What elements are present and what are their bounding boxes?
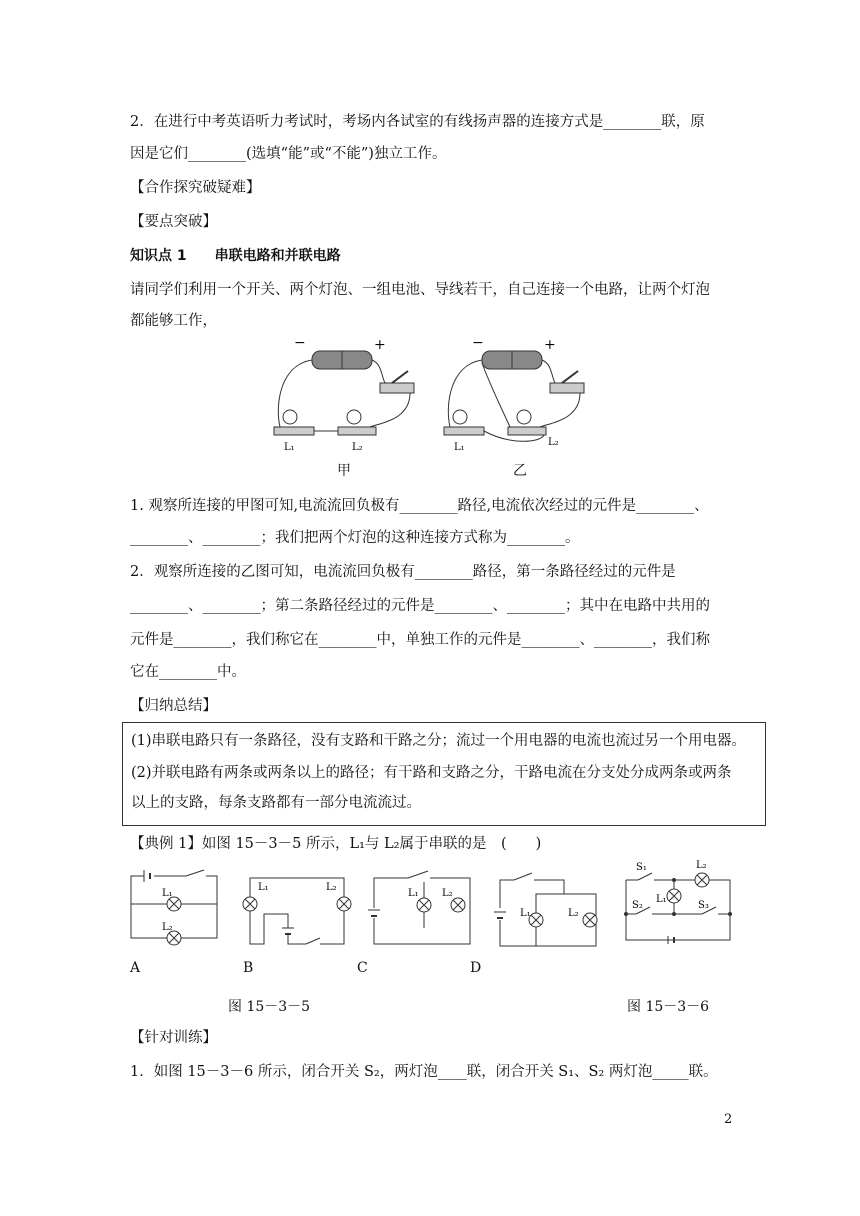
label-s3: S₃ — [698, 900, 709, 911]
minus-label: − — [294, 335, 306, 351]
option-label-d: D — [470, 960, 482, 976]
label-l2: L₂ — [442, 888, 453, 899]
circuit-figure-15-3-6 — [618, 858, 738, 950]
wire — [540, 393, 580, 427]
observation-2-line4: 它在________中。 — [130, 664, 246, 680]
label-l2: L₂ — [568, 908, 579, 919]
question-2-line2: 因是它们________(选填“能”或“不能”)独立工作。 — [130, 146, 447, 162]
bulb-icon — [453, 410, 467, 424]
lamp-base-l2 — [508, 427, 546, 435]
summary-point-2-line2: 以上的支路，每条支路都有一部分电流流过。 — [131, 795, 421, 811]
circuit-figure-yi — [440, 335, 590, 455]
page-number: 2 — [724, 1112, 733, 1127]
option-label-c: C — [357, 960, 368, 976]
lamp-label-l2: L₂ — [352, 442, 363, 453]
option-label-a: A — [130, 960, 141, 976]
switch-icon — [550, 383, 584, 393]
option-label-b: B — [243, 960, 254, 976]
section-heading-key: 【要点突破】 — [130, 214, 217, 230]
question-2-line1: 2．在进行中考英语听力考试时，考场内各试室的有线扬声器的连接方式是________联，原 — [130, 114, 705, 130]
lamp-base-l2 — [338, 427, 376, 435]
observation-2-line1: 2．观察所连接的乙图可知，电流流回负极有________路径，第一条路径经过的元件是 — [130, 564, 676, 580]
lamp-base-l1 — [444, 427, 484, 435]
lamp-label-l2: L₂ — [548, 437, 559, 448]
section-heading-summary: 【归纳总结】 — [130, 698, 217, 714]
observation-1-line1: 1. 观察所连接的甲图可知,电流流回负极有________路径,电流依次经过的元件是________、 — [130, 498, 709, 514]
label-l1: L₁ — [520, 908, 531, 919]
plus-label: + — [374, 337, 386, 353]
summary-box — [122, 722, 766, 826]
lamp-label-l1: L₁ — [284, 442, 295, 453]
intro-line1: 请同学们利用一个开关、两个灯泡、一组电池、导线若干，自己连接一个电路，让两个灯泡 — [130, 282, 710, 298]
plus-label: + — [544, 337, 556, 353]
bulb-icon — [283, 410, 297, 424]
lamp-base-l1 — [274, 427, 314, 435]
label-s1: S₁ — [636, 862, 647, 873]
lamp-label-l1: L₁ — [454, 442, 465, 453]
label-s2: S₂ — [632, 900, 643, 911]
label-l2: L₂ — [326, 882, 337, 893]
intro-line2: 都能够工作， — [130, 313, 217, 329]
circuit-option-b — [240, 868, 352, 952]
summary-point-2-line1: (2)并联电路有两条或两条以上的路径；有干路和支路之分，干路电流在分支处分成两条或两条 — [131, 765, 732, 781]
observation-1-line2: ________、________；我们把两个灯泡的这种连接方式称为________。 — [130, 530, 580, 546]
section-heading-coop: 【合作探究破疑难】 — [130, 180, 261, 196]
summary-point-1: (1)串联电路只有一条路径，没有支路和干路之分；流过一个用电器的电流也流过另一个用电器。 — [131, 733, 747, 749]
example-1-question: 【典例 1】如图 15－3－5 所示，L₁与 L₂属于串联的是 ( ) — [130, 836, 542, 852]
section-heading-training: 【针对训练】 — [130, 1030, 217, 1046]
circuit-figure-jia — [270, 335, 420, 455]
label-l1: L₁ — [408, 888, 419, 899]
figure-caption-jia: 甲 — [337, 463, 351, 479]
label-l1: L₁ — [162, 888, 173, 899]
switch-icon — [306, 938, 320, 944]
figure-caption-15-3-5: 图 15－3－5 — [228, 999, 311, 1015]
knowledge-point-title: 知识点 1 串联电路和并联电路 — [130, 248, 341, 264]
circuit-option-c — [368, 868, 476, 952]
wire — [482, 363, 510, 427]
bulb-icon — [517, 410, 531, 424]
figure-caption-yi: 乙 — [513, 463, 527, 479]
observation-2-line3: 元件是________，我们称它在________中，单独工作的元件是________、________，我们称 — [130, 632, 710, 648]
observation-2-line2: ________、________；第二条路径经过的元件是________、________；其中在电路中共用的 — [130, 598, 710, 614]
wire — [370, 393, 410, 427]
label-l1: L₁ — [258, 882, 269, 893]
figure-caption-15-3-6: 图 15－3－6 — [627, 999, 710, 1015]
label-l2: L₂ — [696, 860, 707, 871]
training-question-1: 1．如图 15－3－6 所示，闭合开关 S₂，两灯泡____联，闭合开关 S₁、S₂ 两灯泡_____联。 — [130, 1064, 718, 1080]
circuit-option-a — [128, 868, 220, 952]
label-l1: L₁ — [656, 894, 667, 905]
minus-label: − — [472, 335, 484, 351]
circuit-option-d — [492, 868, 604, 952]
bulb-icon — [347, 410, 361, 424]
switch-icon — [380, 383, 414, 393]
label-l2: L₂ — [162, 922, 173, 933]
